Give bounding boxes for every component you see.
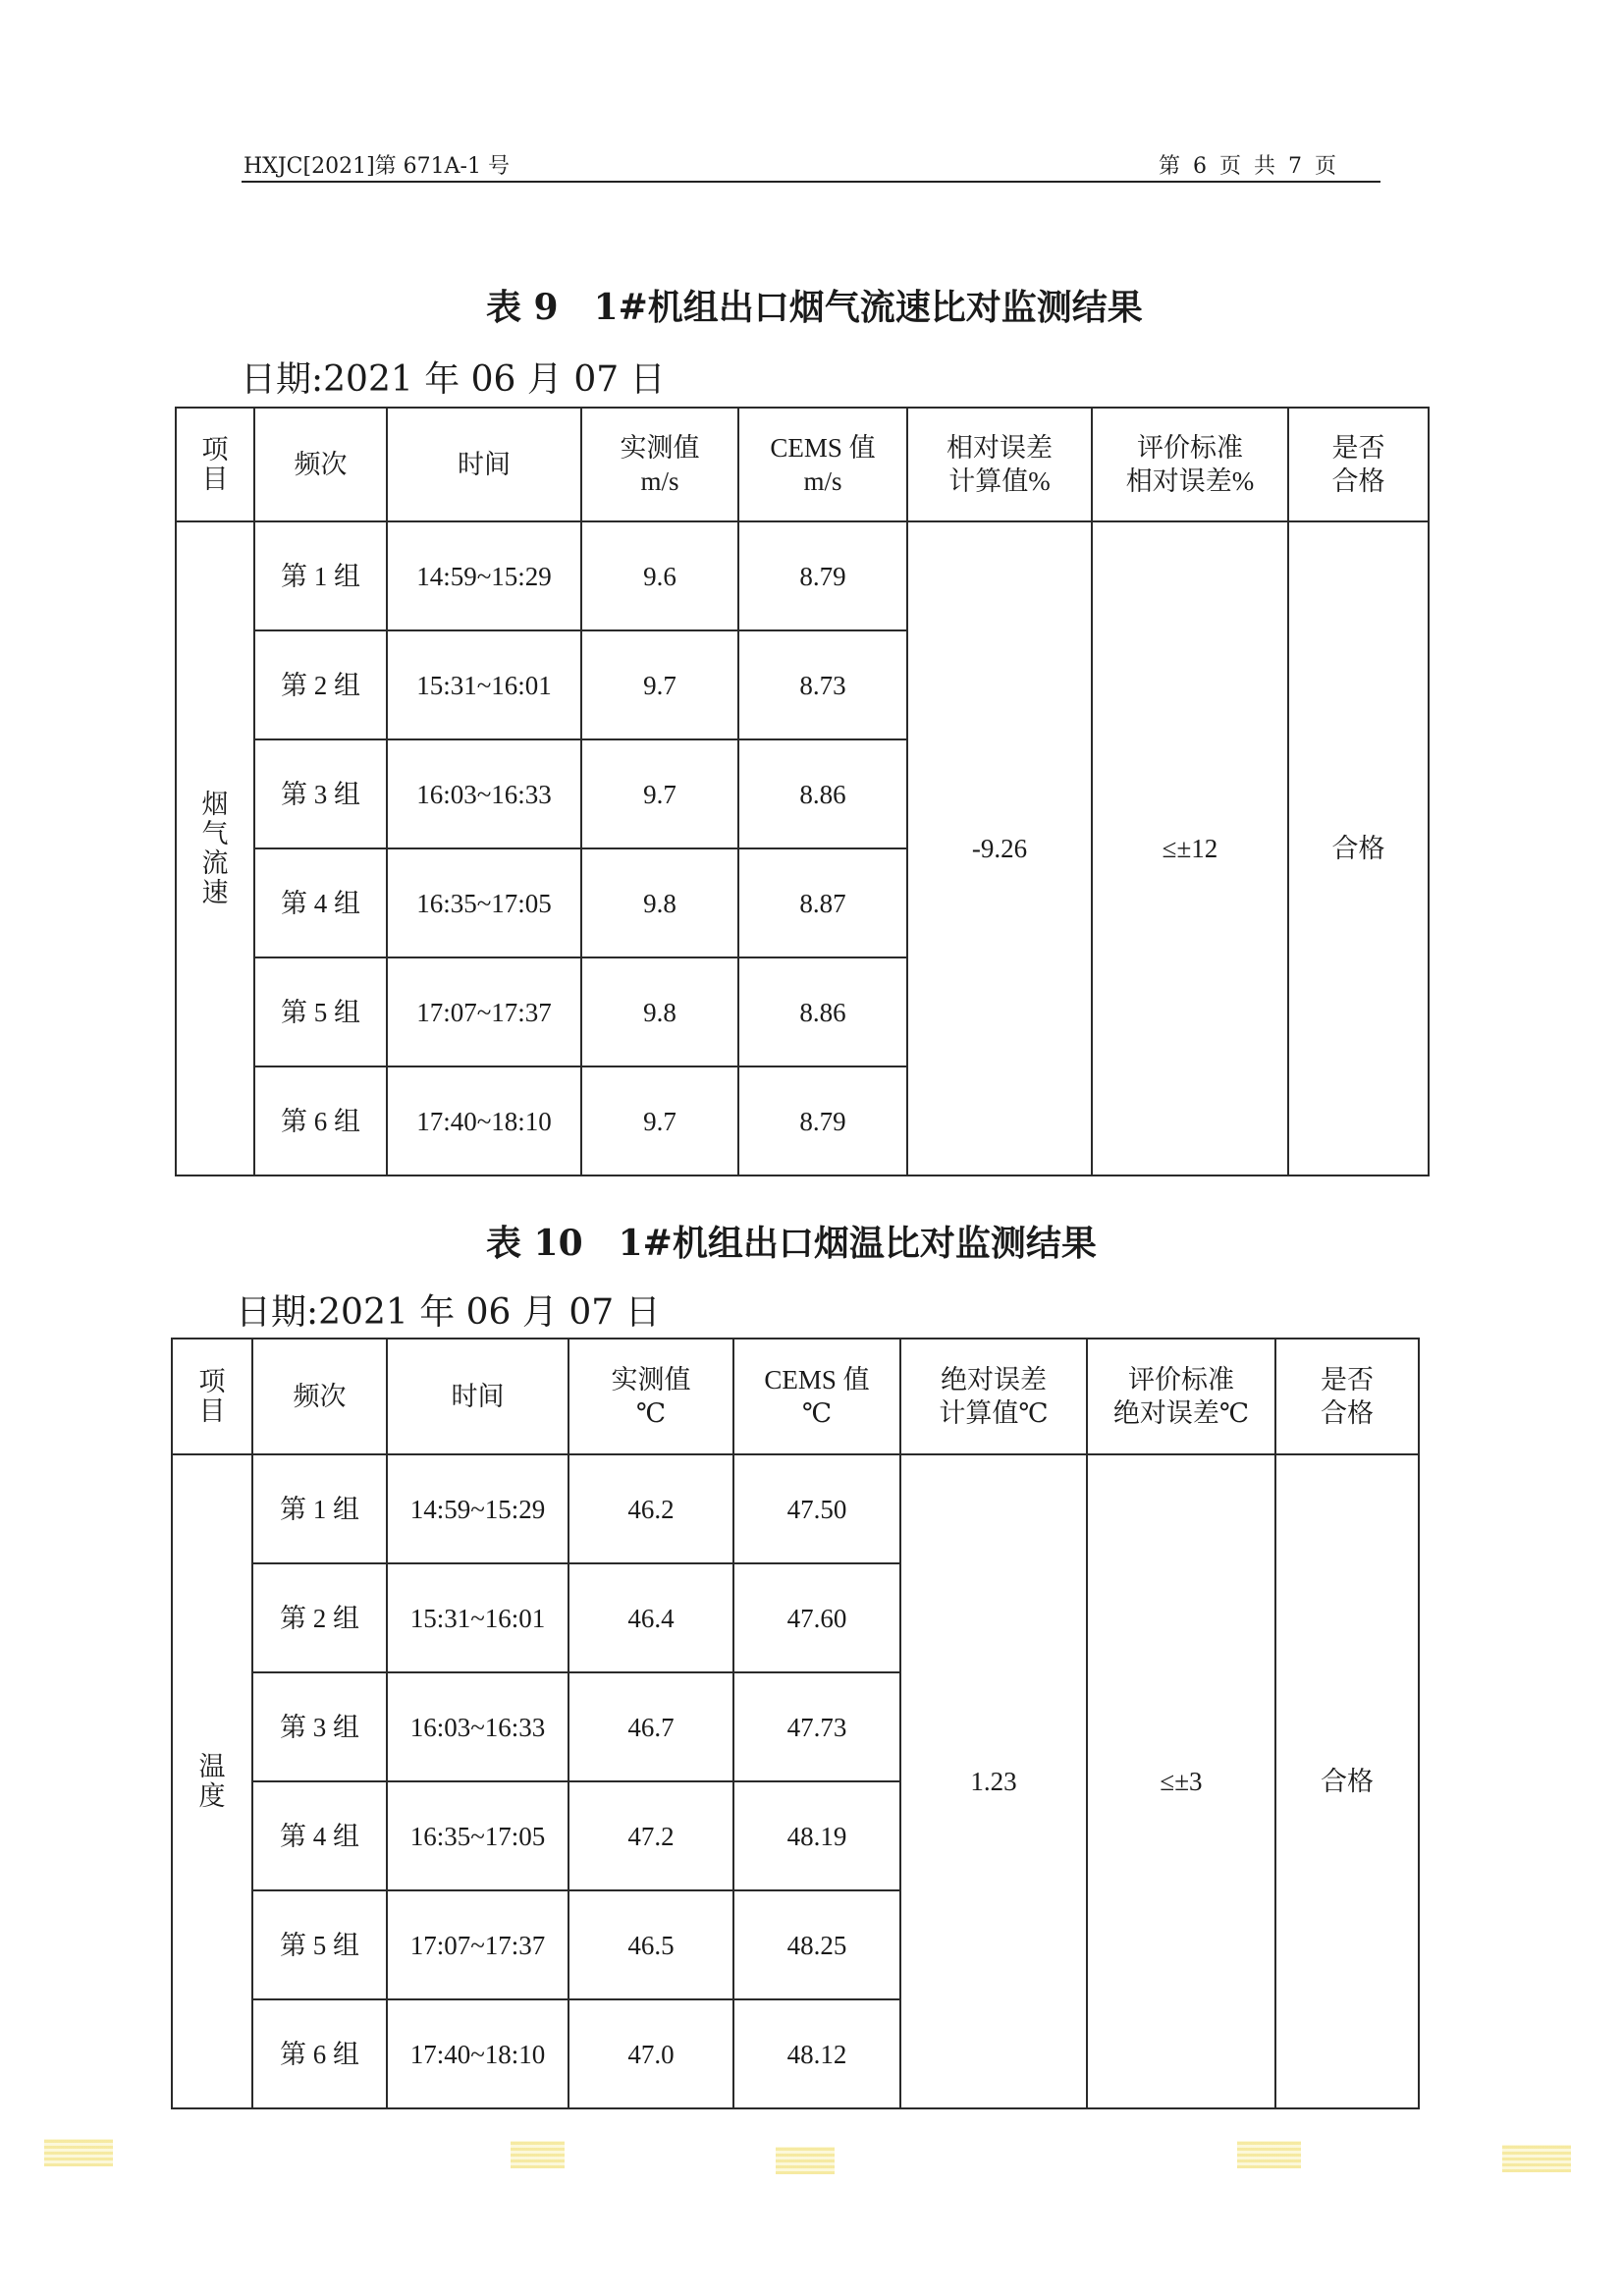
frequency-cell: 第 1 组 [254,521,387,630]
cems-cell: 47.50 [733,1454,900,1563]
header-cems: CEMS 值 m/s [738,408,907,521]
measured-cell: 9.6 [581,521,738,630]
cems-cell: 47.73 [733,1672,900,1781]
time-cell: 16:03~16:33 [387,739,581,848]
table-10-title: 表 10 1#机组出口烟温比对监测结果 [486,1223,1097,1264]
header-rule [242,181,1380,183]
stamp-mark [1502,2145,1571,2172]
table-9-date: 日期:2021 年 06 月 07 日 [241,359,666,400]
error-value: 1.23 [900,1454,1087,2108]
item-name: 烟气流速 [176,521,254,1175]
pass-value: 合格 [1275,1454,1419,2108]
cems-cell: 8.73 [738,630,907,739]
header-pass: 是否 合格 [1288,408,1429,521]
header-frequency: 频次 [252,1339,387,1454]
frequency-cell: 第 6 组 [254,1066,387,1175]
time-cell: 14:59~15:29 [387,1454,568,1563]
cems-cell: 8.86 [738,957,907,1066]
header-standard: 评价标准 绝对误差℃ [1087,1339,1275,1454]
frequency-cell: 第 5 组 [254,957,387,1066]
measured-cell: 9.8 [581,957,738,1066]
table-10-header-row [172,1339,1419,1454]
measured-cell: 47.2 [568,1781,733,1890]
stamp-mark [511,2141,565,2168]
table-10 [171,1338,1420,2109]
frequency-cell: 第 2 组 [254,630,387,739]
measured-cell: 46.2 [568,1454,733,1563]
stamp-mark [1237,2141,1301,2168]
header-item: 项目 [172,1339,252,1454]
header-cems: CEMS 值 ℃ [733,1339,900,1454]
header-item: 项目 [176,408,254,521]
error-value: -9.26 [907,521,1092,1175]
frequency-cell: 第 3 组 [254,739,387,848]
frequency-cell: 第 4 组 [254,848,387,957]
time-cell: 15:31~16:01 [387,630,581,739]
table-row [176,521,1429,630]
measured-cell: 46.5 [568,1890,733,1999]
frequency-cell: 第 4 组 [252,1781,387,1890]
header-pass: 是否 合格 [1275,1339,1419,1454]
cems-cell: 48.12 [733,1999,900,2108]
header-measured: 实测值 m/s [581,408,738,521]
cems-cell: 8.79 [738,521,907,630]
page-info: 第 6 页 共 7 页 [1159,154,1336,179]
measured-cell: 9.7 [581,630,738,739]
time-cell: 15:31~16:01 [387,1563,568,1672]
standard-value: ≤±3 [1087,1454,1275,2108]
header-time: 时间 [387,1339,568,1454]
item-name: 温度 [172,1454,252,2108]
time-cell: 17:40~18:10 [387,1066,581,1175]
measured-cell: 9.7 [581,739,738,848]
time-cell: 16:03~16:33 [387,1672,568,1781]
time-cell: 14:59~15:29 [387,521,581,630]
frequency-cell: 第 5 组 [252,1890,387,1999]
measured-cell: 46.7 [568,1672,733,1781]
cems-cell: 8.79 [738,1066,907,1175]
frequency-cell: 第 3 组 [252,1672,387,1781]
cems-cell: 48.25 [733,1890,900,1999]
header-measured: 实测值 ℃ [568,1339,733,1454]
table-row [172,1454,1419,1563]
cems-cell: 8.87 [738,848,907,957]
time-cell: 17:40~18:10 [387,1999,568,2108]
measured-cell: 46.4 [568,1563,733,1672]
header-error: 相对误差 计算值% [907,408,1092,521]
header-error: 绝对误差 计算值℃ [900,1339,1087,1454]
measured-cell: 9.7 [581,1066,738,1175]
time-cell: 16:35~17:05 [387,848,581,957]
table-9-title: 表 9 1#机组出口烟气流速比对监测结果 [486,287,1143,328]
time-cell: 17:07~17:37 [387,1890,568,1999]
pass-value: 合格 [1288,521,1429,1175]
measured-cell: 47.0 [568,1999,733,2108]
header-time: 时间 [387,408,581,521]
table-9-header-row [176,408,1429,521]
cems-cell: 48.19 [733,1781,900,1890]
frequency-cell: 第 2 组 [252,1563,387,1672]
table-10-date: 日期:2021 年 06 月 07 日 [236,1292,661,1333]
header-frequency: 频次 [254,408,387,521]
stamp-mark [776,2147,835,2174]
header-standard: 评价标准 相对误差% [1092,408,1288,521]
measured-cell: 9.8 [581,848,738,957]
frequency-cell: 第 6 组 [252,1999,387,2108]
cems-cell: 8.86 [738,739,907,848]
standard-value: ≤±12 [1092,521,1288,1175]
table-9 [175,407,1430,1176]
cems-cell: 47.60 [733,1563,900,1672]
time-cell: 17:07~17:37 [387,957,581,1066]
document-number: HXJC[2021]第 671A-1 号 [243,154,510,179]
stamp-mark [44,2139,113,2166]
time-cell: 16:35~17:05 [387,1781,568,1890]
frequency-cell: 第 1 组 [252,1454,387,1563]
